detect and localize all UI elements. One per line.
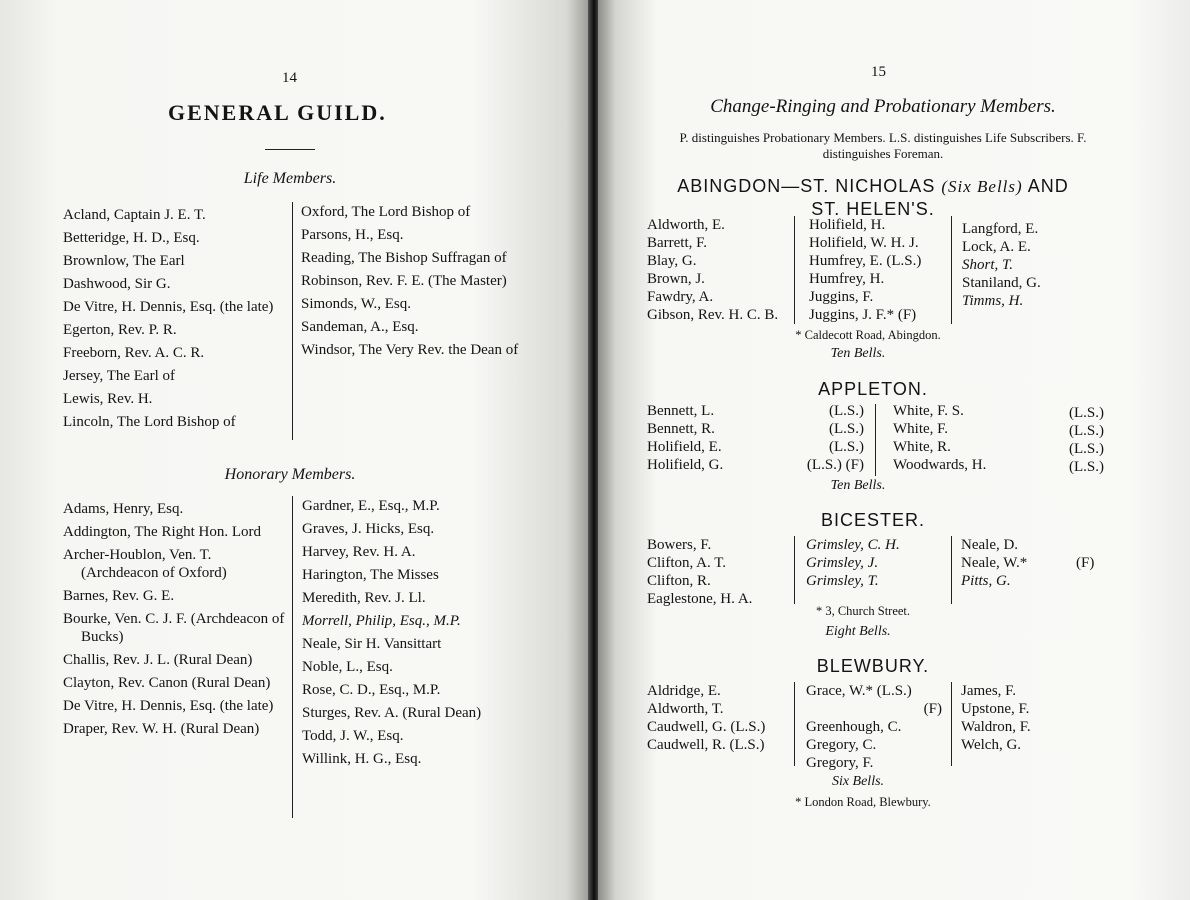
member-entry: Betteridge, H. D., Esq. [63, 230, 200, 246]
page-number-right: 15 [871, 64, 886, 80]
bicester-heading: BICESTER. [820, 510, 926, 530]
life-members-col2 [301, 203, 526, 359]
member-entry: Archer-Houblon, Ven. T. (Archdeacon of Oxford) [63, 547, 227, 581]
member-tag: (L.S.) [829, 403, 864, 419]
life-members-heading: Life Members. [243, 170, 337, 187]
member-entry: Pitts, G. [961, 573, 1011, 589]
member-entry: Egerton, Rev. P. R. [63, 322, 177, 338]
blewbury-col1 [647, 682, 765, 754]
member-entry: Barnes, Rev. G. E. [63, 588, 175, 604]
member-entry: Freeborn, Rev. A. C. R. [63, 345, 205, 361]
appleton-col2-tags [1038, 404, 1104, 476]
member-entry: James, F. [961, 683, 1017, 699]
member-entry: Upstone, F. [961, 701, 1030, 717]
right-page [598, 0, 1190, 900]
member-entry: Addington, The Right Hon. Lord [63, 524, 262, 540]
member-entry: Juggins, J. F.* (F) [809, 307, 917, 323]
member-entry: Harvey, Rev. H. A. [302, 544, 416, 560]
member-entry: Waldron, F. [961, 719, 1031, 735]
blewbury-bells: Six Bells. [831, 774, 885, 789]
member-tag: (L.S.) [829, 421, 864, 437]
member-entry: Windsor, The Very Rev. the Dean of [301, 342, 519, 358]
blewbury-col3 [961, 682, 1031, 754]
member-entry: Aldworth, T. [647, 701, 724, 717]
member-entry: Adams, Henry, Esq. [63, 501, 184, 517]
appleton-col1-tags [768, 402, 864, 474]
member-entry: Lock, A. E. [962, 239, 1031, 255]
honorary-members-heading: Honorary Members. [224, 466, 356, 483]
abingdon-rule-2 [951, 216, 952, 324]
member-tag: (F) [923, 701, 942, 717]
member-tag: (L.S.) (F) [806, 457, 864, 473]
blewbury-heading: BLEWBURY. [816, 656, 930, 676]
member-entry: Parsons, H., Esq. [301, 227, 404, 243]
member-entry: Holifield, H. [809, 217, 886, 233]
bicester-foreman-tag: (F) [1076, 555, 1095, 571]
abingdon-heading-line2: ST. HELEN'S. [811, 199, 935, 219]
bicester-bells: Eight Bells. [825, 624, 891, 639]
member-entry: Brown, J. [647, 271, 705, 287]
bicester-col2 [806, 536, 900, 590]
member-entry: De Vitre, H. Dennis, Esq. (the late) [63, 299, 274, 315]
member-entry: Clayton, Rev. Canon (Rural Dean) [63, 675, 271, 691]
title-divider [265, 149, 315, 150]
member-entry: Bennett, L. [647, 403, 715, 419]
member-entry: Gregory, C. [806, 737, 877, 753]
member-entry: Willink, H. G., Esq. [302, 751, 422, 767]
life-members-col1 [63, 206, 285, 431]
member-entry: Juggins, F. [809, 289, 874, 305]
member-entry: Clifton, R. [647, 573, 711, 589]
member-entry: Meredith, Rev. J. Ll. [302, 590, 426, 606]
member-entry: Humfrey, H. [809, 271, 885, 287]
member-entry: Todd, J. W., Esq. [302, 728, 404, 744]
bicester-note: * 3, Church Street. [815, 604, 911, 618]
abingdon-col1 [647, 216, 778, 324]
bicester-col1 [647, 536, 752, 608]
member-entry: Grimsley, C. H. [806, 537, 900, 553]
page-title-right: Change-Ringing and Probationary Members. [710, 96, 1056, 117]
member-entry: Jersey, The Earl of [63, 368, 176, 384]
member-entry: Reading, The Bishop Suffragan of [301, 250, 507, 266]
member-entry: Draper, Rev. W. H. (Rural Dean) [63, 721, 260, 737]
abingdon-heading-main: ABINGDON—ST. NICHOLAS [677, 176, 936, 196]
member-entry: Grace, W.* (L.S.) [806, 683, 912, 699]
member-entry: Rose, C. D., Esq., M.P. [302, 682, 441, 698]
member-entry: Bennett, R. [647, 421, 715, 437]
member-entry: Fawdry, A. [647, 289, 714, 305]
member-entry: Robinson, Rev. F. E. (The Master) [301, 273, 507, 289]
member-entry: De Vitre, H. Dennis, Esq. (the late) [63, 698, 274, 714]
abingdon-bells: Ten Bells. [830, 346, 886, 361]
member-entry: Neale, Sir H. Vansittart [302, 636, 442, 652]
abingdon-note: * Caldecott Road, Abingdon. [795, 328, 941, 342]
member-entry: Simonds, W., Esq. [301, 296, 412, 312]
legend-text: P. distinguishes Probationary Members. L.S. distinguishes Life Subscribers. F. distinguishes Foreman. [679, 130, 1087, 161]
honorary-members-col2 [302, 497, 527, 768]
member-entry: Morrell, Philip, Esq., M.P. [302, 613, 461, 629]
blewbury-note: * London Road, Blewbury. [795, 795, 931, 809]
appleton-col2 [893, 402, 986, 474]
member-entry: Greenhough, C. [806, 719, 902, 735]
member-entry: Lewis, Rev. H. [63, 391, 153, 407]
member-tag: (L.S.) [1069, 405, 1104, 421]
blewbury-rule-2 [951, 682, 952, 766]
member-entry: Harington, The Misses [302, 567, 439, 583]
appleton-rule [875, 404, 876, 476]
member-entry: Holifield, G. [647, 457, 724, 473]
member-entry: White, F. [893, 421, 949, 437]
member-entry: Gregory, F. [806, 755, 874, 771]
member-entry: Holifield, W. H. J. [809, 235, 919, 251]
member-entry: Langford, E. [962, 221, 1039, 237]
page-number-left: 14 [282, 70, 297, 86]
life-column-rule [292, 202, 293, 440]
honorary-column-rule [292, 496, 293, 818]
member-entry: Grimsley, J. [806, 555, 879, 571]
bicester-col3 [961, 536, 1027, 590]
left-page [0, 0, 590, 900]
member-entry: Staniland, G. [962, 275, 1041, 291]
appleton-heading: APPLETON. [818, 379, 928, 399]
member-entry: Graves, J. Hicks, Esq. [302, 521, 435, 537]
member-entry: Short, T. [962, 257, 1013, 273]
member-tag: (L.S.) [1069, 423, 1104, 439]
abingdon-heading-and: AND [1027, 176, 1069, 196]
member-entry: Noble, L., Esq. [302, 659, 393, 675]
blewbury-rule-1 [794, 682, 795, 766]
honorary-members-col1 [63, 500, 285, 738]
appleton-bells: Ten Bells. [830, 478, 886, 493]
member-entry: Holifield, E. [647, 439, 722, 455]
member-entry: Clifton, A. T. [647, 555, 727, 571]
member-entry: Neale, W.* [961, 555, 1028, 571]
member-entry: Sturges, Rev. A. (Rural Dean) [302, 705, 482, 721]
member-tag: (L.S.) [1069, 441, 1104, 457]
member-tag: (L.S.) [1069, 459, 1104, 475]
abingdon-heading-bells: (Six Bells) [941, 177, 1023, 196]
member-entry: Lincoln, The Lord Bishop of [63, 414, 236, 430]
member-entry: Acland, Captain J. E. T. [63, 207, 206, 223]
member-entry: Grimsley, T. [806, 573, 879, 589]
member-entry: Eaglestone, H. A. [647, 591, 753, 607]
member-entry: Woodwards, H. [893, 457, 987, 473]
member-entry: Dashwood, Sir G. [63, 276, 171, 292]
member-entry: Timms, H. [962, 293, 1024, 309]
member-entry: Humfrey, E. (L.S.) [809, 253, 922, 269]
member-entry: Welch, G. [961, 737, 1022, 753]
member-tag: (L.S.) [829, 439, 864, 455]
member-entry: Brownlow, The Earl [63, 253, 185, 269]
member-entry: Sandeman, A., Esq. [301, 319, 419, 335]
member-entry: Bourke, Ven. C. J. F. (Archdeacon of Bucks) [63, 611, 285, 645]
appleton-col1 [647, 402, 723, 474]
member-entry: Challis, Rev. J. L. (Rural Dean) [63, 652, 253, 668]
member-entry: Blay, G. [647, 253, 697, 269]
abingdon-rule-1 [794, 216, 795, 324]
bicester-rule-2 [951, 536, 952, 604]
member-entry: White, R. [893, 439, 951, 455]
abingdon-col3 [962, 220, 1041, 310]
abingdon-col2 [809, 216, 921, 324]
member-entry: Barrett, F. [647, 235, 708, 251]
bicester-rule-1 [794, 536, 795, 604]
member-entry: Oxford, The Lord Bishop of [301, 204, 471, 220]
abingdon-heading [638, 175, 1108, 220]
member-entry: Neale, D. [961, 537, 1019, 553]
member-entry: Aldridge, E. [647, 683, 721, 699]
member-entry: Gibson, Rev. H. C. B. [647, 307, 779, 323]
blewbury-col2 [806, 682, 942, 772]
page-title-left: GENERAL GUILD. [168, 100, 387, 125]
member-entry: Bowers, F. [647, 537, 712, 553]
member-entry: Caudwell, G. (L.S.) [647, 719, 766, 735]
member-entry: White, F. S. [893, 403, 964, 419]
member-entry: Gardner, E., Esq., M.P. [302, 498, 440, 514]
member-entry: Caudwell, R. (L.S.) [647, 737, 765, 753]
member-entry: Aldworth, E. [647, 217, 725, 233]
